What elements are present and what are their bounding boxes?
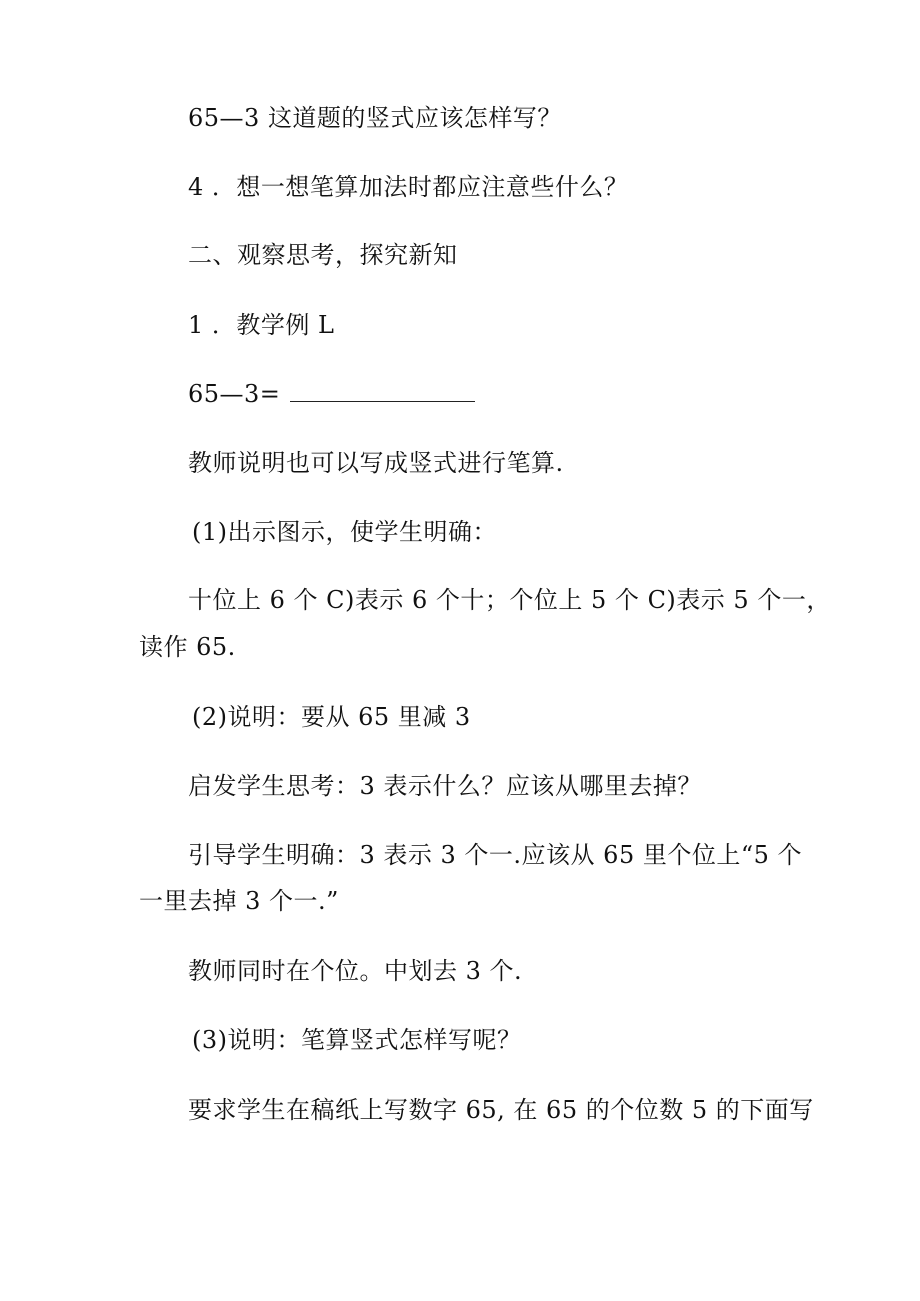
paragraph-question-vertical-form: 65—3 这道题的竖式应该怎样写？ [188,104,562,132]
paragraph-teacher-crosses-out: 教师同时在个位。中划去 3 个. [188,957,523,985]
paragraph-step-2: (2)说明：要从 65 里减 3 [192,703,471,731]
paragraph-guide-students-cont: 一里去掉 3 个一.” [139,887,339,915]
paragraph-inspire-thinking: 启发学生思考：3 表示什么？应该从哪里去掉？ [188,772,702,800]
paragraph-guide-students: 引导学生明确：3 表示 3 个一.应该从 65 里个位上“5 个 [188,841,803,869]
paragraph-step-3: (3)说明：笔算竖式怎样写呢？ [192,1026,522,1054]
paragraph-place-value-cont: 读作 65. [139,633,236,661]
equation-text: 65—3= [188,380,281,408]
answer-blank [290,383,475,402]
paragraph-step-1: (1)出示图示，使学生明确： [192,518,497,546]
paragraph-teacher-explains: 教师说明也可以写成竖式进行笔算. [188,449,564,477]
paragraph-place-value: 十位上 6 个 C)表示 6 个十；个位上 5 个 C)表示 5 个一， [188,586,831,614]
subheading-teach-example: 1 ．教学例 L [188,311,335,339]
section-heading-observe-explore: 二、观察思考，探究新知 [188,241,458,269]
equation-line [188,379,475,409]
paragraph-think-addition: 4 ．想一想笔算加法时都应注意些什么？ [188,173,629,201]
paragraph-write-on-paper: 要求学生在稿纸上写数字 65, 在 65 的个位数 5 的下面写 [188,1096,814,1124]
